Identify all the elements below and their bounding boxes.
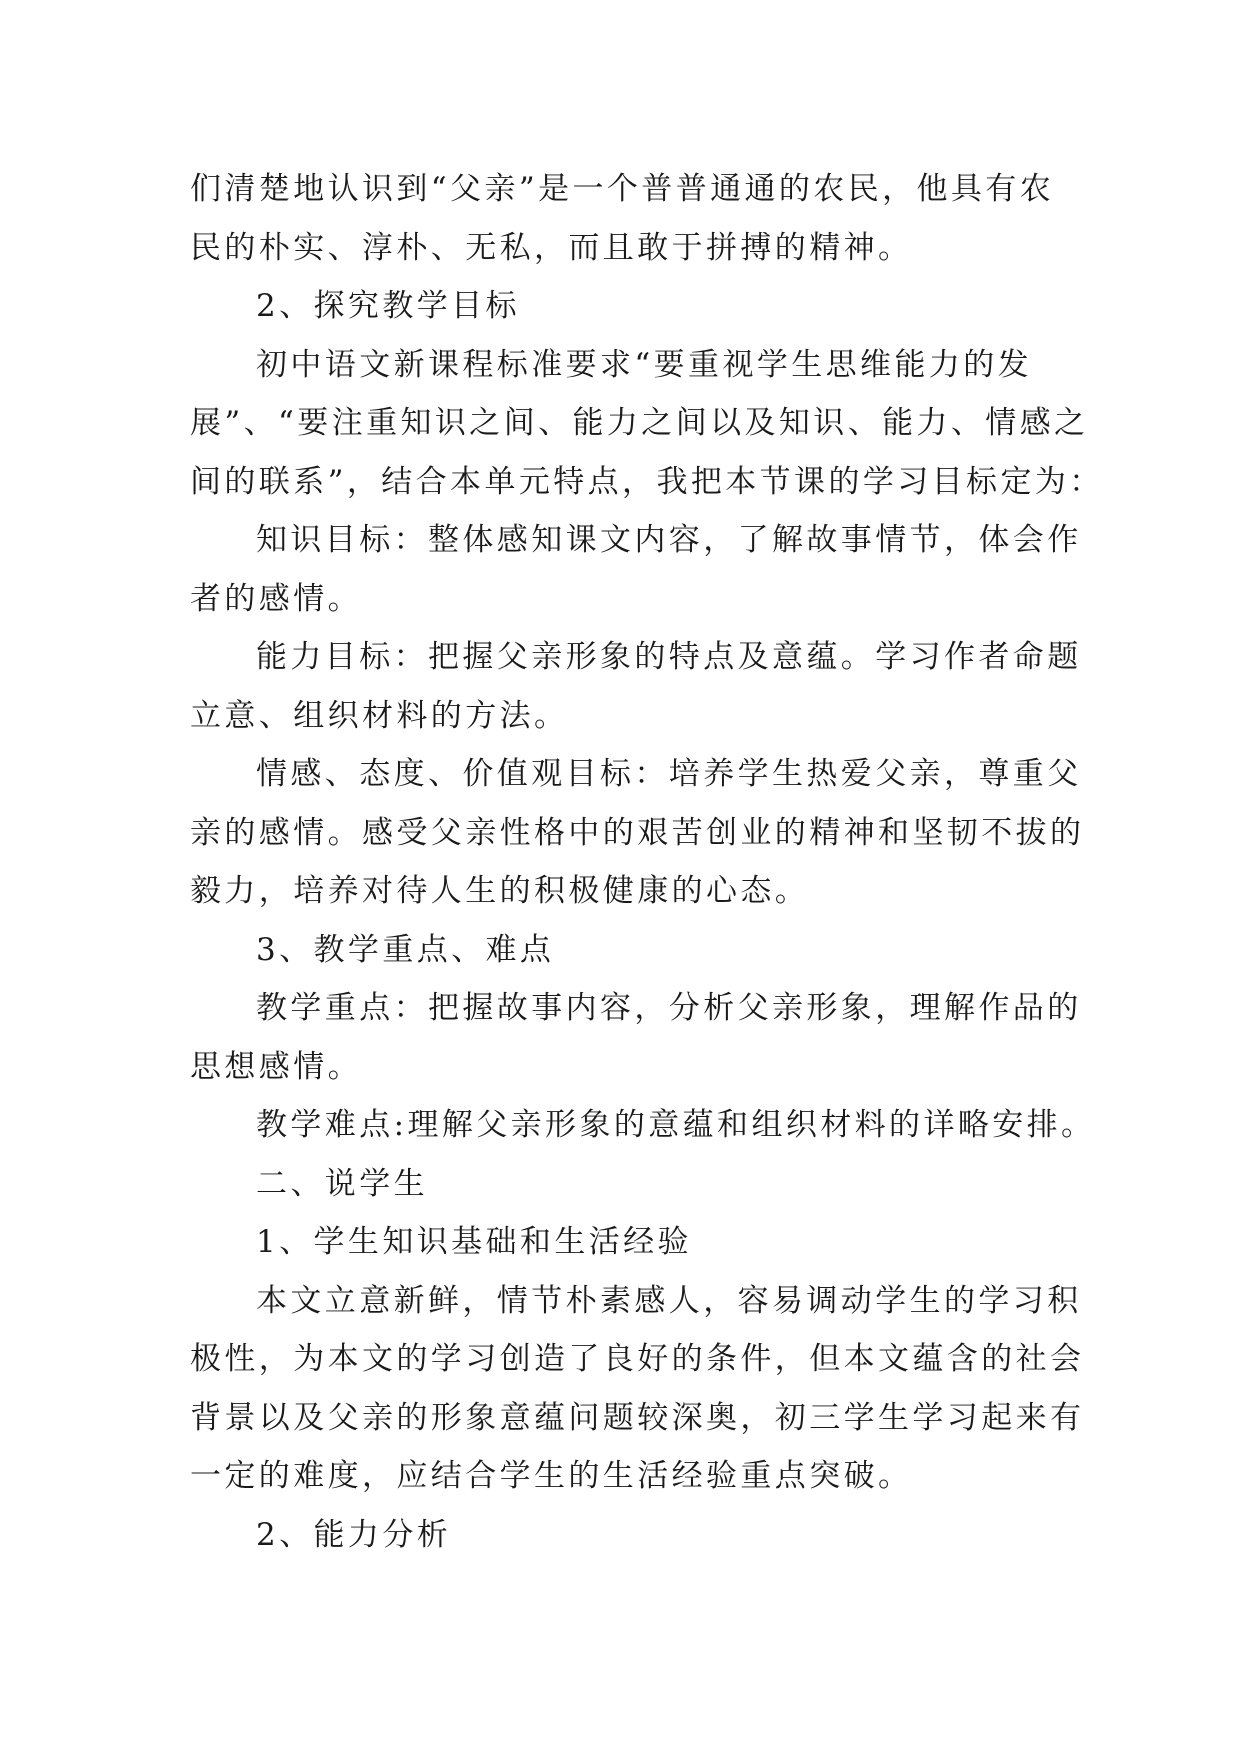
text-line: 们清楚地认识到“父亲”是一个普普通通的农民，他具有农 bbox=[190, 171, 1055, 207]
text-line: 民的朴实、淳朴、无私，而且敢于拼搏的精神。 bbox=[190, 229, 913, 266]
text-line: 一定的难度，应结合学生的生活经验重点突破。 bbox=[190, 1458, 913, 1494]
text-line: 毅力，培养对待人生的积极健康的心态。 bbox=[190, 873, 810, 909]
text-line: 背景以及父亲的形象意蕴问题较深奥，初三学生学习起来有 bbox=[190, 1399, 1085, 1436]
text-line: 初中语文新课程标准要求“要重视学生思维能力的发 bbox=[256, 346, 1033, 383]
text-line: 能力目标：把握父亲形象的特点及意蕴。学习作者命题 bbox=[256, 639, 1082, 675]
section-heading: 2、能力分析 bbox=[256, 1516, 452, 1553]
text-line: 者的感情。 bbox=[190, 580, 362, 617]
text-line: 本文立意新鲜，情节朴素感人，容易调动学生的学习积 bbox=[256, 1282, 1082, 1319]
text-line: 立意、组织材料的方法。 bbox=[190, 697, 569, 734]
text-line: 间的联系”，结合本单元特点，我把本节课的学习目标定为： bbox=[190, 463, 1104, 500]
section-heading: 二、说学生 bbox=[256, 1165, 428, 1202]
text-line: 展”、“要注重知识之间、能力之间以及知识、能力、情感之 bbox=[190, 405, 1089, 441]
section-heading: 1、学生知识基础和生活经验 bbox=[256, 1224, 692, 1260]
section-heading: 3、教学重点、难点 bbox=[256, 931, 555, 968]
text-line: 亲的感情。感受父亲性格中的艰苦创业的精神和坚韧不拔的 bbox=[190, 814, 1085, 851]
text-line: 思想感情。 bbox=[190, 1048, 362, 1085]
text-line: 极性，为本文的学习创造了良好的条件，但本文蕴含的社会 bbox=[190, 1341, 1085, 1377]
document-body bbox=[190, 160, 1104, 1564]
section-heading: 2、探究教学目标 bbox=[256, 288, 520, 324]
text-line: 教学难点:理解父亲形象的意蕴和组织材料的详略安排。 bbox=[256, 1107, 1096, 1143]
text-line: 教学重点：把握故事内容，分析父亲形象，理解作品的 bbox=[256, 990, 1082, 1026]
text-line: 知识目标：整体感知课文内容，了解故事情节，体会作 bbox=[256, 522, 1082, 558]
text-line: 情感、态度、价值观目标：培养学生热爱父亲，尊重父 bbox=[256, 756, 1082, 792]
